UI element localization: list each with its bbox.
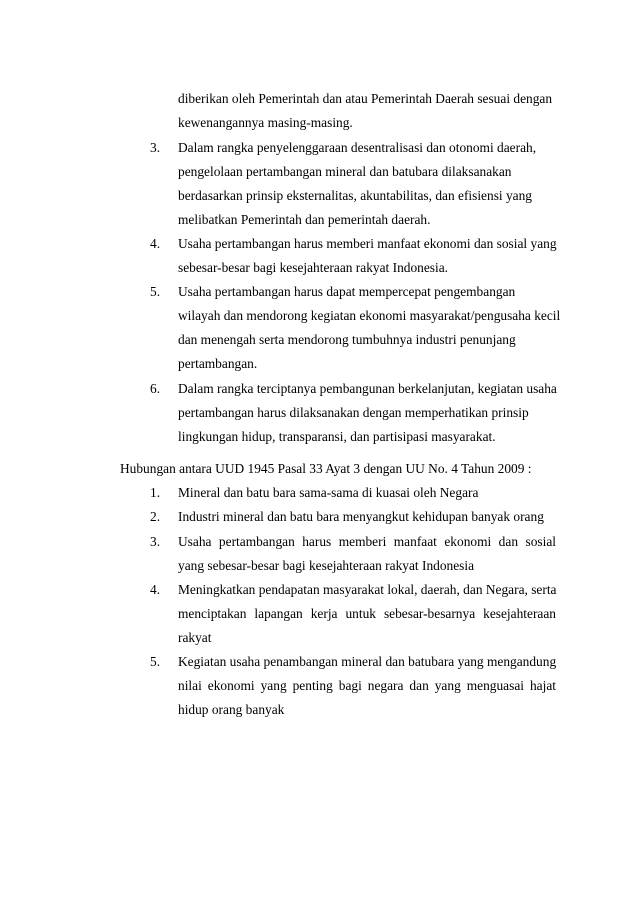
list-item-line: melibatkan Pemerintah dan pemerintah daerah.	[178, 212, 431, 227]
list-item-line: Dalam rangka terciptanya pembangunan berkelanjutan, kegiatan usaha	[178, 381, 557, 396]
list-item-line: Kegiatan usaha penambangan mineral dan batubara yang mengandung	[178, 654, 557, 669]
list-item-number: 4.	[150, 582, 161, 597]
list-item-line: pertambangan harus dilaksanakan dengan memperhatikan prinsip	[178, 405, 529, 420]
list-item-line: wilayah dan mendorong kegiatan ekonomi masyarakat/pengusaha kecil	[178, 308, 561, 323]
list-item-number: 2.	[150, 509, 161, 524]
list-item-line: hidup orang banyak	[178, 702, 285, 717]
list-item-line: Mineral dan batu bara sama-sama di kuasai oleh Negara	[178, 485, 479, 500]
list-item-line: sebesar-besar bagi kesejahteraan rakyat Indonesia.	[178, 260, 449, 275]
list-item-line: dan menengah serta mendorong tumbuhnya industri penunjang	[178, 332, 516, 347]
list-item-number: 1.	[150, 485, 161, 500]
list-item-continuation-line: kewenangannya masing-masing.	[178, 115, 353, 130]
list-item-line: pengelolaan pertambangan mineral dan batubara dilaksanakan	[178, 164, 512, 179]
list-item-line: Dalam rangka penyelenggaraan desentralisasi dan otonomi daerah,	[178, 140, 537, 155]
list-item-number: 3.	[150, 140, 161, 155]
list-item-line: menciptakan lapangan kerja untuk sebesar-besarnya kesejahteraan	[178, 606, 556, 621]
list-item-number: 5.	[150, 284, 161, 299]
list-item-line: berdasarkan prinsip eksternalitas, akuntabilitas, dan efisiensi yang	[178, 188, 533, 203]
list-item-number: 3.	[150, 534, 161, 549]
list-item-number: 5.	[150, 654, 161, 669]
list-item-line: yang sebesar-besar bagi kesejahteraan rakyat Indonesia	[178, 558, 475, 573]
list-item-line: Usaha pertambangan harus memberi manfaat ekonomi dan sosial yang	[178, 236, 557, 251]
list-item-line: nilai ekonomi yang penting bagi negara dan yang menguasai hajat	[178, 678, 556, 693]
list-item-line: Usaha pertambangan harus memberi manfaat ekonomi dan sosial	[178, 534, 556, 549]
list-item-line: Usaha pertambangan harus dapat mempercepat pengembangan	[178, 284, 516, 299]
list-item-number: 4.	[150, 236, 161, 251]
list-item-line: rakyat	[178, 630, 212, 645]
list-item-continuation-line: diberikan oleh Pemerintah dan atau Pemerintah Daerah sesuai dengan	[178, 91, 553, 106]
list-item-line: pertambangan.	[178, 356, 258, 371]
list-item-line: Industri mineral dan batu bara menyangkut kehidupan banyak orang	[178, 509, 544, 524]
list-item-line: Meningkatkan pendapatan masyarakat lokal, daerah, dan Negara, serta	[178, 582, 557, 597]
list-item-number: 6.	[150, 381, 161, 396]
section-heading: Hubungan antara UUD 1945 Pasal 33 Ayat 3 dengan UU No. 4 Tahun 2009 :	[120, 461, 532, 476]
list-item-line: lingkungan hidup, transparansi, dan partisipasi masyarakat.	[178, 429, 496, 444]
